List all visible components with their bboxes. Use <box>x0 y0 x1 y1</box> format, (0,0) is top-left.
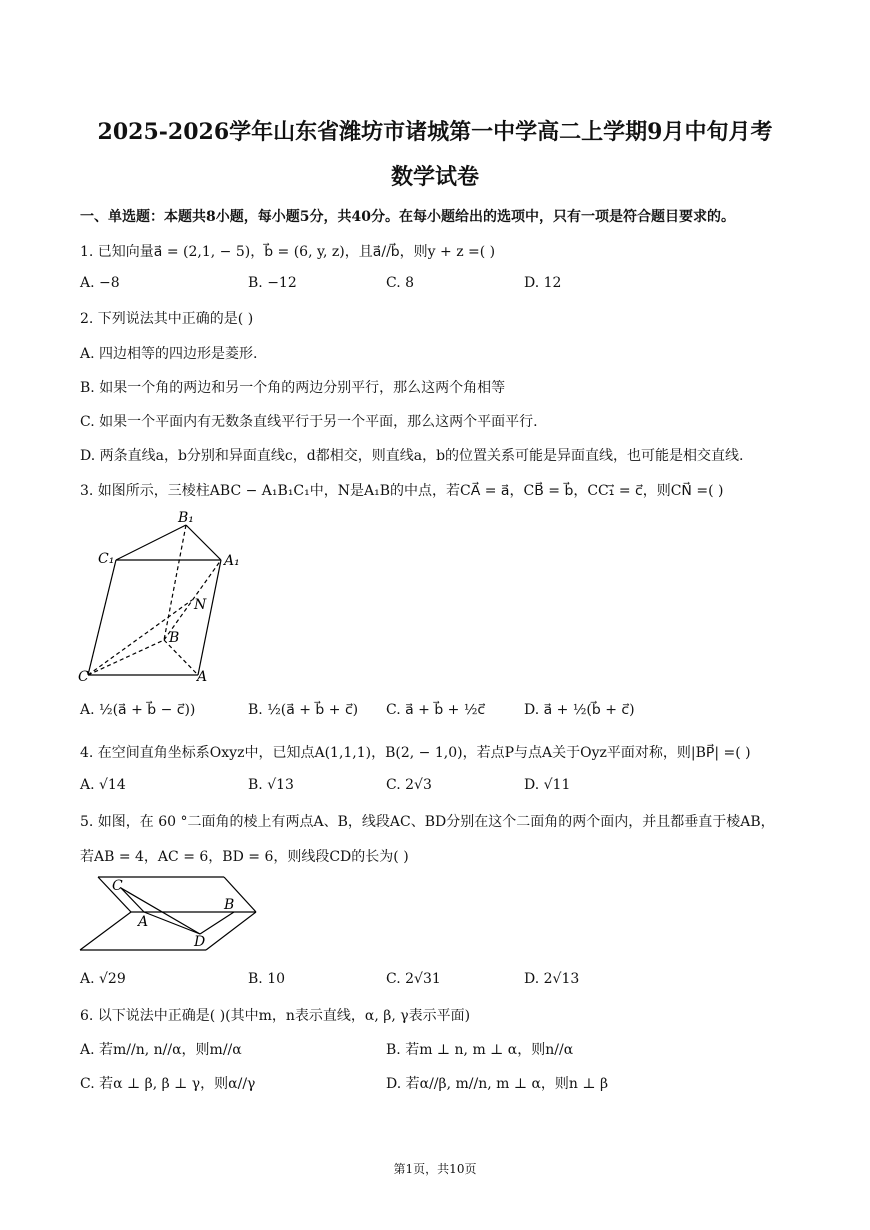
question-4-option-c: C. 2√3 <box>386 777 432 793</box>
question-2-option-a: A. 四边相等的四边形是菱形. <box>80 346 258 362</box>
label-a: A <box>138 914 149 930</box>
question-6-option-b: B. 若m ⊥ n, m ⊥ α，则n//α <box>386 1042 574 1058</box>
question-5-option-a: A. √29 <box>80 971 126 987</box>
label-n: N <box>194 597 207 613</box>
label-c: C <box>112 878 123 894</box>
label-a1: A₁ <box>224 553 240 569</box>
question-6-stem: 6. 以下说法中正确是( )(其中m，n表示直线，α, β, γ表示平面) <box>80 1008 471 1024</box>
page-footer: 第1页，共10页 <box>393 1162 477 1176</box>
question-6-option-a: A. 若m//n, n//α，则m//α <box>80 1042 242 1058</box>
exam-title: 2025-2026学年山东省潍坊市诸城第一中学高二上学期9月中旬月考 <box>97 119 773 145</box>
question-6-option-c: C. 若α ⊥ β, β ⊥ γ，则α//γ <box>80 1076 256 1092</box>
label-c1: C₁ <box>98 551 115 567</box>
question-6-option-d: D. 若α//β, m//n, m ⊥ α，则n ⊥ β <box>386 1076 609 1092</box>
question-3-option-b: B. ½(a⃗ + b⃗ + c⃗) <box>248 702 359 718</box>
question-5-stem-line1: 5. 如图，在 60 °二面角的棱上有两点A、B，线段AC、BD分别在这个二面角的两个面内，并且都垂直于棱AB， <box>80 814 775 830</box>
question-1-option-d: D. 12 <box>524 275 562 291</box>
exam-subtitle: 数学试卷 <box>390 164 479 190</box>
question-1-option-b: B. −12 <box>248 275 297 291</box>
question-3-option-d: D. a⃗ + ½(b⃗ + c⃗) <box>524 702 635 718</box>
question-5-option-b: B. 10 <box>248 971 286 987</box>
label-d: D <box>194 934 206 950</box>
dihedral-figure <box>76 870 261 960</box>
question-3-option-c: C. a⃗ + b⃗ + ½c⃗ <box>386 702 486 718</box>
question-5-stem-line2: 若AB = 4，AC = 6，BD = 6，则线段CD的长为( ) <box>80 849 409 865</box>
label-a: A <box>197 669 208 685</box>
question-4-option-d: D. √11 <box>524 777 571 793</box>
label-b: B <box>224 897 235 913</box>
label-b1: B₁ <box>178 510 194 526</box>
question-2-stem: 2. 下列说法其中正确的是( ) <box>80 311 254 327</box>
question-3-option-a: A. ½(a⃗ + b⃗ − c⃗)) <box>80 702 196 718</box>
question-5-option-c: C. 2√31 <box>386 971 441 987</box>
question-2-option-d: D. 两条直线a，b分别和异面直线c，d都相交，则直线a，b的位置关系可能是异面直线，也可能是相交直线. <box>80 448 744 464</box>
question-1-option-a: A. −8 <box>80 275 120 291</box>
label-c: C <box>78 669 89 685</box>
question-1-option-c: C. 8 <box>386 275 415 291</box>
question-1-stem: 1. 已知向量a⃗ = (2,1, − 5)，b⃗ = (6, y, z)，且a⃗//b⃗，则y + z =( ) <box>80 244 496 260</box>
question-4-option-a: A. √14 <box>80 777 126 793</box>
question-2-option-b: B. 如果一个角的两边和另一个角的两边分别平行，那么这两个角相等 <box>80 380 506 396</box>
question-3-stem: 3. 如图所示，三棱柱ABC − A₁B₁C₁中，N是A₁B的中点，若CA⃗ = a⃗，CB⃗ = b⃗，CC₁⃗ = c⃗，则CN⃗ =( ) <box>80 483 724 499</box>
label-b: B <box>169 630 180 646</box>
section-heading: 一、单选题：本题共8小题，每小题5分，共40分。在每小题给出的选项中，只有一项是符合题目要求的。 <box>80 209 735 225</box>
question-4-option-b: B. √13 <box>248 777 294 793</box>
question-4-stem: 4. 在空间直角坐标系Oxyz中，已知点A(1,1,1)，B(2, − 1,0)，若点P与点A关于Oyz平面对称，则|BP⃗| =( ) <box>80 745 751 761</box>
question-2-option-c: C. 如果一个平面内有无数条直线平行于另一个平面，那么这两个平面平行. <box>80 414 538 430</box>
question-5-option-d: D. 2√13 <box>524 971 580 987</box>
prism-figure <box>76 505 246 685</box>
